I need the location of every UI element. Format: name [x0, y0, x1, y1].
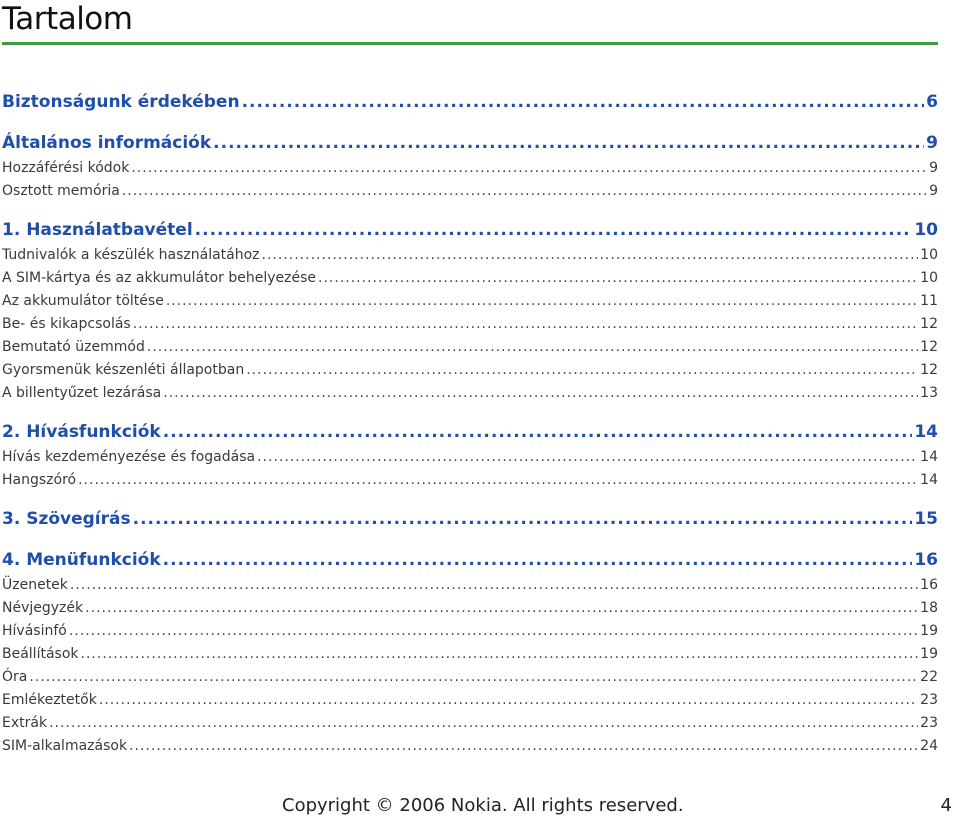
- toc-entry-label: Tudnivalók a készülék használatához: [2, 247, 260, 263]
- toc-entry-label: Extrák: [2, 715, 48, 731]
- toc-section-entry[interactable]: [2, 382, 938, 405]
- dot-leader: [262, 244, 919, 267]
- page-title: Tartalom: [2, 1, 133, 37]
- toc-entry-label: Hívás kezdeményezése és fogadása: [2, 449, 256, 465]
- toc-entry-label: 2. Hívásfunkciók: [2, 422, 161, 442]
- toc-entry-label: Az akkumulátor töltése: [2, 293, 164, 309]
- dot-leader: [163, 418, 913, 446]
- toc-entry-page: 24: [920, 738, 938, 754]
- toc-section-entry[interactable]: [2, 244, 938, 267]
- toc-entry-label: Óra: [2, 669, 28, 685]
- dot-leader: [163, 382, 918, 405]
- dot-leader: [81, 643, 919, 666]
- dot-leader: [122, 180, 927, 203]
- toc-entry-page: 14: [920, 449, 938, 465]
- toc-chapter-entry[interactable]: [2, 88, 938, 116]
- toc-entry-page: 19: [920, 623, 938, 639]
- toc-entry-label: A billentyűzet lezárása: [2, 385, 162, 401]
- toc-entry-page: 12: [920, 316, 938, 332]
- toc-entry-page: 18: [920, 600, 938, 616]
- toc-entry-page: 23: [920, 692, 938, 708]
- dot-leader: [131, 157, 927, 180]
- toc-entry-label: Hívásinfó: [2, 623, 67, 639]
- toc-entry-label: Beállítások: [2, 646, 79, 662]
- toc-entry-label: Névjegyzék: [2, 600, 84, 616]
- toc-entry-label: Üzenetek: [2, 577, 68, 593]
- toc-entry-page: 9: [929, 160, 938, 176]
- toc-entry-label: Hozzáférési kódok: [2, 160, 130, 176]
- toc-entry-label: Emlékeztetők: [2, 692, 97, 708]
- dot-leader: [69, 620, 918, 643]
- toc-section-entry[interactable]: [2, 290, 938, 313]
- dot-leader: [257, 446, 918, 469]
- dot-leader: [147, 336, 918, 359]
- dot-leader: [213, 129, 924, 157]
- toc-chapter-entry[interactable]: [2, 418, 938, 446]
- toc-entry-label: 4. Menüfunkciók: [2, 550, 161, 570]
- toc-section-entry[interactable]: [2, 469, 938, 492]
- toc-entry-page: 23: [920, 715, 938, 731]
- toc-entry-label: Gyorsmenük készenléti állapotban: [2, 362, 245, 378]
- toc-section-entry[interactable]: [2, 689, 938, 712]
- toc-section-entry[interactable]: [2, 712, 938, 735]
- toc-section-entry[interactable]: [2, 313, 938, 336]
- toc-entry-page: 10: [920, 247, 938, 263]
- toc-chapter-entry[interactable]: [2, 216, 938, 244]
- toc-section-entry[interactable]: [2, 597, 938, 620]
- toc-entry-label: SIM-alkalmazások: [2, 738, 128, 754]
- toc-entry-page: 13: [920, 385, 938, 401]
- dot-leader: [246, 359, 918, 382]
- dot-leader: [29, 666, 918, 689]
- toc-entry-page: 14: [914, 422, 938, 442]
- toc-entry-page: 10: [914, 220, 938, 240]
- toc-entry-label: 1. Használatbavétel: [2, 220, 193, 240]
- dot-leader: [129, 735, 918, 758]
- toc-entry-label: Bemutató üzemmód: [2, 339, 145, 355]
- dot-leader: [70, 574, 918, 597]
- toc-section-entry[interactable]: [2, 643, 938, 666]
- dot-leader: [195, 216, 913, 244]
- toc-section-entry[interactable]: [2, 574, 938, 597]
- dot-leader: [242, 88, 925, 116]
- toc-entry-page: 16: [914, 550, 938, 570]
- toc-section-entry[interactable]: [2, 620, 938, 643]
- toc-entry-page: 12: [920, 362, 938, 378]
- toc-section-entry[interactable]: [2, 267, 938, 290]
- toc-section-entry[interactable]: [2, 157, 938, 180]
- toc-entry-label: Általános információk: [2, 133, 212, 153]
- dot-leader: [78, 469, 918, 492]
- toc-entry-label: Be- és kikapcsolás: [2, 316, 131, 332]
- dot-leader: [49, 712, 918, 735]
- toc-entry-page: 16: [920, 577, 938, 593]
- toc-chapter-entry[interactable]: [2, 129, 938, 157]
- toc-entry-label: 3. Szövegírás: [2, 509, 131, 529]
- toc-entry-page: 9: [929, 183, 938, 199]
- toc-entry-page: 14: [920, 472, 938, 488]
- toc-entry-page: 12: [920, 339, 938, 355]
- toc-section-entry[interactable]: [2, 336, 938, 359]
- toc-entry-label: Osztott memória: [2, 183, 120, 199]
- dot-leader: [166, 290, 918, 313]
- toc-section-entry[interactable]: [2, 666, 938, 689]
- toc-entry-page: 10: [920, 270, 938, 286]
- dot-leader: [99, 689, 918, 712]
- toc-chapter-entry[interactable]: [2, 546, 938, 574]
- toc-entry-label: A SIM-kártya és az akkumulátor behelyezése: [2, 270, 317, 286]
- toc-section-entry[interactable]: [2, 180, 938, 203]
- toc-entry-page: 9: [926, 133, 938, 153]
- dot-leader: [133, 505, 913, 533]
- dot-leader: [133, 313, 918, 336]
- table-of-contents: [2, 88, 938, 758]
- toc-section-entry[interactable]: [2, 359, 938, 382]
- toc-section-entry[interactable]: [2, 735, 938, 758]
- toc-entry-page: 15: [914, 509, 938, 529]
- toc-entry-page: 22: [920, 669, 938, 685]
- page-number: 4: [940, 795, 952, 816]
- toc-entry-label: Hangszóró: [2, 472, 77, 488]
- title-underline: [2, 42, 938, 45]
- toc-entry-page: 19: [920, 646, 938, 662]
- dot-leader: [163, 546, 913, 574]
- toc-entry-label: Biztonságunk érdekében: [2, 92, 240, 112]
- dot-leader: [318, 267, 918, 290]
- dot-leader: [85, 597, 918, 620]
- toc-chapter-entry[interactable]: [2, 505, 938, 533]
- toc-section-entry[interactable]: [2, 446, 938, 469]
- toc-entry-page: 11: [920, 293, 938, 309]
- toc-entry-page: 6: [926, 92, 938, 112]
- copyright-notice: Copyright © 2006 Nokia. All rights reserved.: [282, 795, 684, 816]
